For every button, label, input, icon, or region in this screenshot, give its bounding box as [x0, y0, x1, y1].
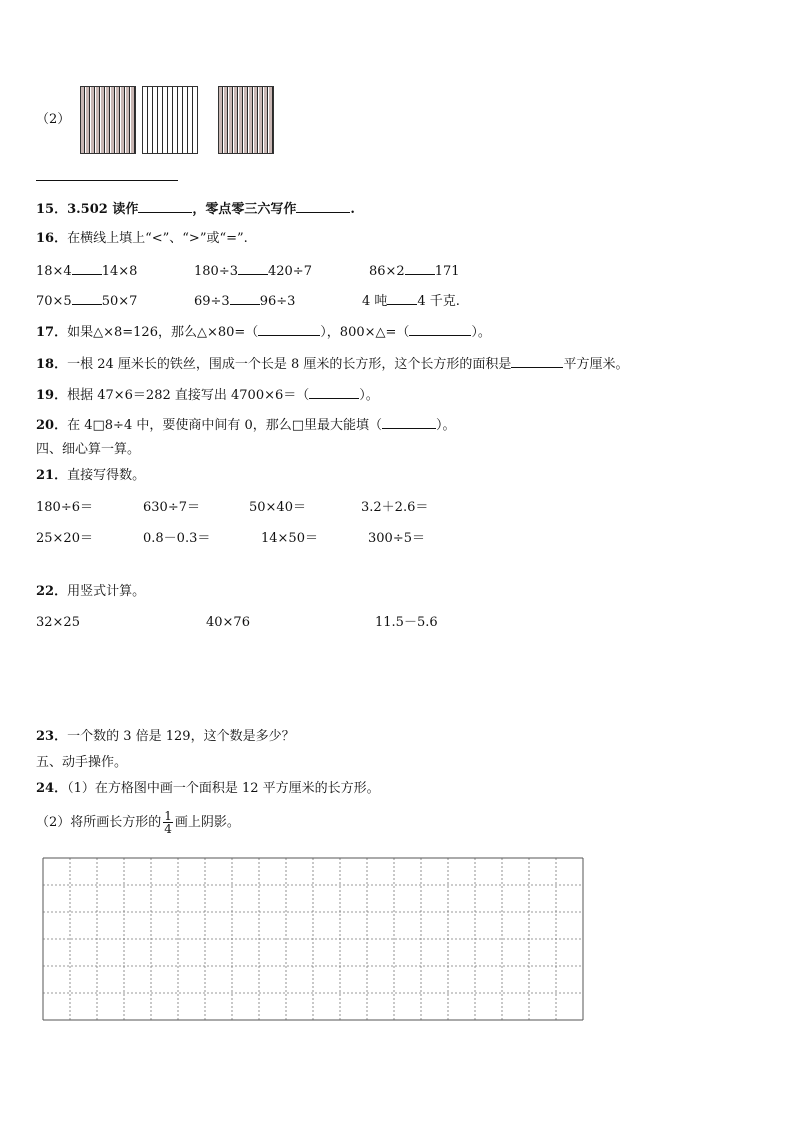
- question-21: [36, 468, 145, 484]
- compare-item: [36, 292, 137, 310]
- question-number: 22．: [36, 584, 68, 599]
- question-15: [36, 200, 355, 218]
- question-18: [36, 355, 628, 373]
- expression: 420÷7: [267, 264, 312, 279]
- section-heading: 五、动手操作。: [36, 755, 128, 770]
- compare-item: [369, 262, 460, 280]
- fraction-numerator: 1: [164, 809, 172, 823]
- expression: 4 吨: [362, 294, 388, 309]
- question-text: ）。: [436, 418, 456, 433]
- calc-item: 40×76: [206, 615, 250, 630]
- calc-item: 3.2＋2.6＝: [361, 500, 429, 515]
- answer-blank[interactable]: [409, 323, 471, 336]
- calc-item: 14×50＝: [261, 531, 318, 546]
- expression: 70×5: [36, 294, 72, 309]
- question-text: （2）将所画长方形的: [36, 815, 162, 830]
- question-17: [36, 323, 491, 341]
- answer-blank[interactable]: [238, 262, 268, 275]
- answer-blank[interactable]: [296, 200, 350, 213]
- question-number: 23．: [36, 729, 68, 744]
- calc-item: 11.5－5.6: [375, 615, 438, 630]
- answer-blank[interactable]: [387, 292, 417, 305]
- answer-blank[interactable]: [258, 323, 320, 336]
- bar-block-1: [80, 86, 136, 154]
- answer-blank[interactable]: [138, 200, 192, 213]
- question-text: 在 4□8÷4 中，要使商中间有 0，那么□里最大能填（: [67, 418, 383, 433]
- expression: 18×4: [36, 264, 72, 279]
- question-text: 画上阴影。: [174, 815, 240, 830]
- calc-item: 630÷7＝: [143, 500, 200, 515]
- expression: 69÷3: [194, 294, 230, 309]
- answer-blank[interactable]: [405, 262, 435, 275]
- compare-item: [362, 292, 460, 310]
- expression: 50×7: [101, 294, 138, 309]
- question-number: 16．: [36, 231, 68, 246]
- question-text: ）。: [471, 325, 491, 340]
- question-23: [36, 729, 295, 745]
- question-number: 18．: [36, 357, 68, 372]
- question-22: [36, 584, 145, 600]
- figure-label: （2）: [36, 112, 71, 127]
- question-number: 17．: [36, 325, 68, 340]
- fraction-denominator: 4: [164, 822, 172, 836]
- answer-blank[interactable]: [382, 416, 436, 429]
- answer-blank[interactable]: [72, 292, 102, 305]
- fraction: [163, 810, 173, 835]
- question-number: 24．: [36, 781, 68, 796]
- calc-item: 50×40＝: [249, 500, 306, 515]
- answer-blank[interactable]: [511, 355, 563, 368]
- compare-item: [194, 292, 295, 310]
- calc-item: 25×20＝: [36, 531, 93, 546]
- question-text: .: [350, 202, 355, 217]
- expression: 4 千克.: [417, 294, 460, 309]
- question-text: 一个数的 3 倍是 129，这个数是多少？: [67, 729, 295, 744]
- calc-item: 300÷5＝: [368, 531, 425, 546]
- answer-blank[interactable]: [309, 386, 359, 399]
- question-text: ，零点零三六写作: [192, 202, 297, 217]
- question-24-part-2: [36, 808, 240, 838]
- section-heading: 四、细心算一算。: [36, 442, 141, 457]
- expression: 96÷3: [259, 294, 296, 309]
- question-text: 根据 47×6＝282 直接写出 4700×6＝（: [67, 388, 310, 403]
- question-number: 21．: [36, 468, 68, 483]
- question-text: ）。: [359, 388, 379, 403]
- question-text: 如果△×8=126，那么△×80=（: [67, 325, 259, 340]
- question-text: 在横线上填上“<”、“>”或“=”.: [67, 231, 248, 246]
- question-text: 一根 24 厘米长的铁丝，围成一个长是 8 厘米的长方形，这个长方形的面积是: [67, 357, 512, 372]
- question-number: 19．: [36, 388, 68, 403]
- expression: 180÷3: [194, 264, 238, 279]
- bar-block-2: [142, 86, 198, 154]
- answer-line[interactable]: [36, 180, 178, 181]
- question-number: 20．: [36, 418, 68, 433]
- compare-item: [194, 262, 312, 280]
- compare-item: [36, 262, 137, 280]
- calc-item: 32×25: [36, 615, 80, 630]
- question-text: 用竖式计算。: [67, 584, 146, 599]
- bar-block-3: [218, 86, 274, 154]
- expression: 14×8: [101, 264, 138, 279]
- question-number: 15．: [36, 202, 68, 217]
- question-text: 直接写得数。: [67, 468, 146, 483]
- question-19: [36, 386, 379, 404]
- expression: 86×2: [369, 264, 405, 279]
- answer-blank[interactable]: [230, 292, 260, 305]
- calc-item: 0.8－0.3＝: [143, 531, 211, 546]
- question-24: [36, 781, 380, 797]
- grid-paper[interactable]: [42, 857, 584, 1021]
- calc-item: 180÷6＝: [36, 500, 93, 515]
- question-20: [36, 416, 456, 434]
- question-text: 平方厘米。: [563, 357, 629, 372]
- question-text: ），800×△=（: [320, 325, 410, 340]
- expression: 171: [434, 264, 460, 279]
- answer-blank[interactable]: [72, 262, 102, 275]
- question-text: 3.502 读作: [67, 202, 139, 217]
- question-16: [36, 231, 248, 247]
- question-text: （1）在方格图中画一个面积是 12 平方厘米的长方形。: [67, 781, 380, 796]
